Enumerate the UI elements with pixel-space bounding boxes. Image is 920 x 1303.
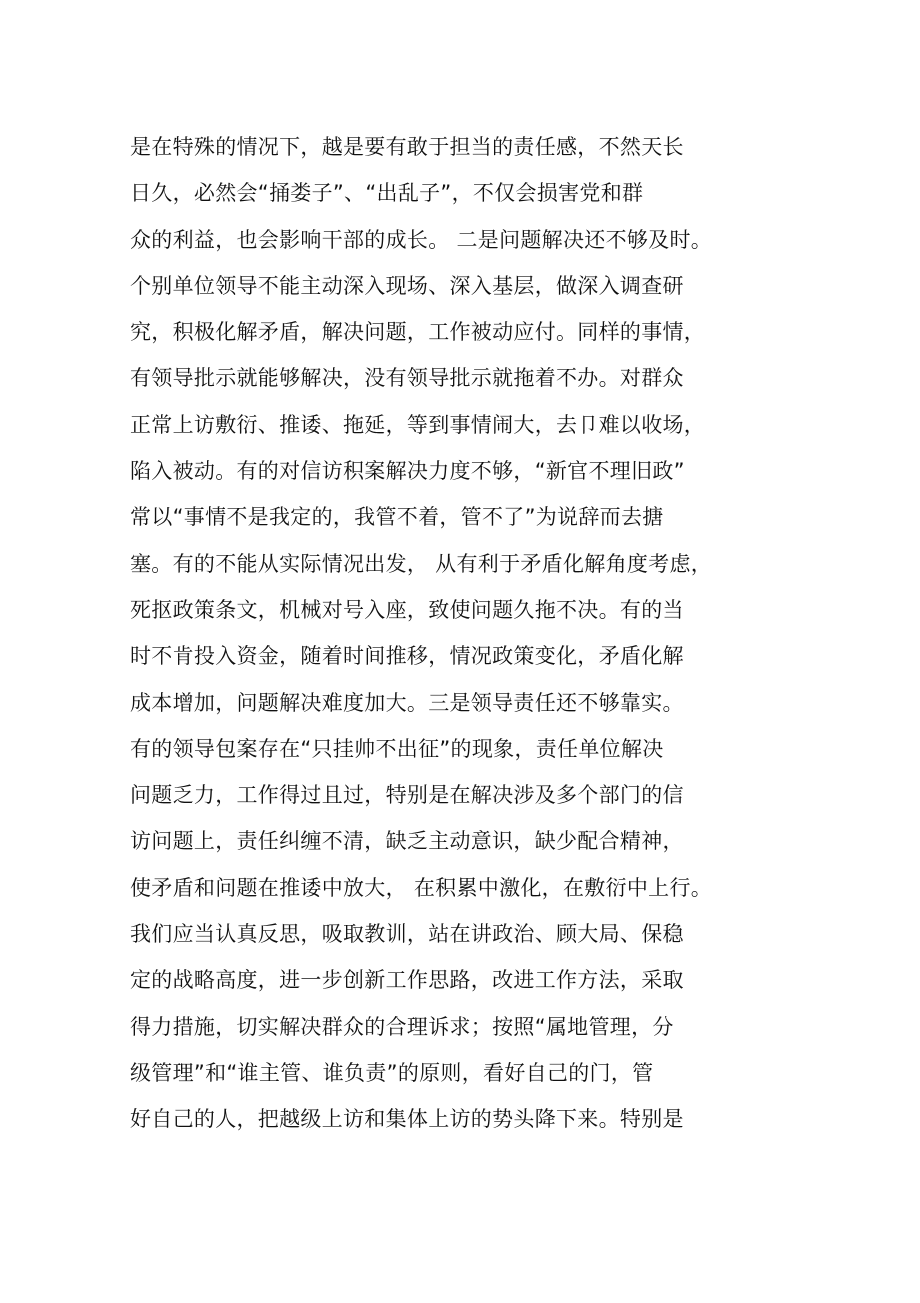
text-line: 成本增加，问题解决难度加大。三是领导责任还不够靠实。 xyxy=(130,690,684,715)
text-line: 正常上访敷衍、推诿、拖延，等到事情闹大，去卩难以收场， xyxy=(130,412,706,437)
text-line: 究，积极化解矛盾，解决问题，工作被动应付。同样的事情， xyxy=(130,320,706,345)
text-line: 是在特殊的情况下，越是要有敢于担当的责任感，不然天长 xyxy=(130,135,684,159)
text-line: 时不肯投入资金，随着时间推移，情况政策变化，矛盾化解 xyxy=(130,644,684,669)
text-line: 陷入被动。有的对信访积案解决力度不够，“新官不理旧政” xyxy=(130,459,685,484)
text-line: 塞。有的不能从实际情况出发， 从有利于矛盾化解角度考虑， xyxy=(130,551,713,576)
text-line: 日久，必然会“捅娄子”、“出乱子”，不仅会损害党和群 xyxy=(130,181,644,206)
text-line: 定的战略高度，进一步创新工作思路，改进工作方法，采取 xyxy=(130,968,684,993)
text-line: 我们应当认真反思，吸取教训，站在讲政治、顾大局、保稳 xyxy=(130,922,684,947)
text-line: 问题乏力，工作得过且过，特别是在解决涉及多个部门的信 xyxy=(130,783,684,808)
text-line: 访问题上，责任纠缠不清，缺乏主动意识，缺少配合精神， xyxy=(130,829,684,854)
text-line: 有的领导包案存在“只挂帅不出征”的现象，责任单位解决 xyxy=(130,736,664,761)
text-line: 众的利益，也会影响干部的成长。 二是问题解决还不够及时。 xyxy=(130,227,713,252)
text-line: 使矛盾和问题在推诿中放大， 在积累中激化，在敷衍中上行。 xyxy=(130,875,713,900)
text-line: 死抠政策条文，机械对号入座，致使问题久拖不决。有的当 xyxy=(130,597,684,622)
text-line: 得力措施，切实解决群众的合理诉求；按照“属地管理，分 xyxy=(130,1014,674,1039)
text-line: 常以“事情不是我定的，我管不着，管不了”为说辞而去搪 xyxy=(130,505,664,530)
text-line: 好自己的人，把越级上访和集体上访的势头降下来。特别是 xyxy=(130,1107,684,1132)
text-line: 有领导批示就能够解决，没有领导批示就拖着不办。对群众 xyxy=(130,366,684,391)
body-text xyxy=(130,124,750,1143)
text-line: 个别单位领导不能主动深入现场、深入基层，做深入调查研 xyxy=(130,273,684,298)
text-line: 级管理”和“谁主管、谁负责”的原则，看好自己的门，管 xyxy=(130,1060,654,1085)
